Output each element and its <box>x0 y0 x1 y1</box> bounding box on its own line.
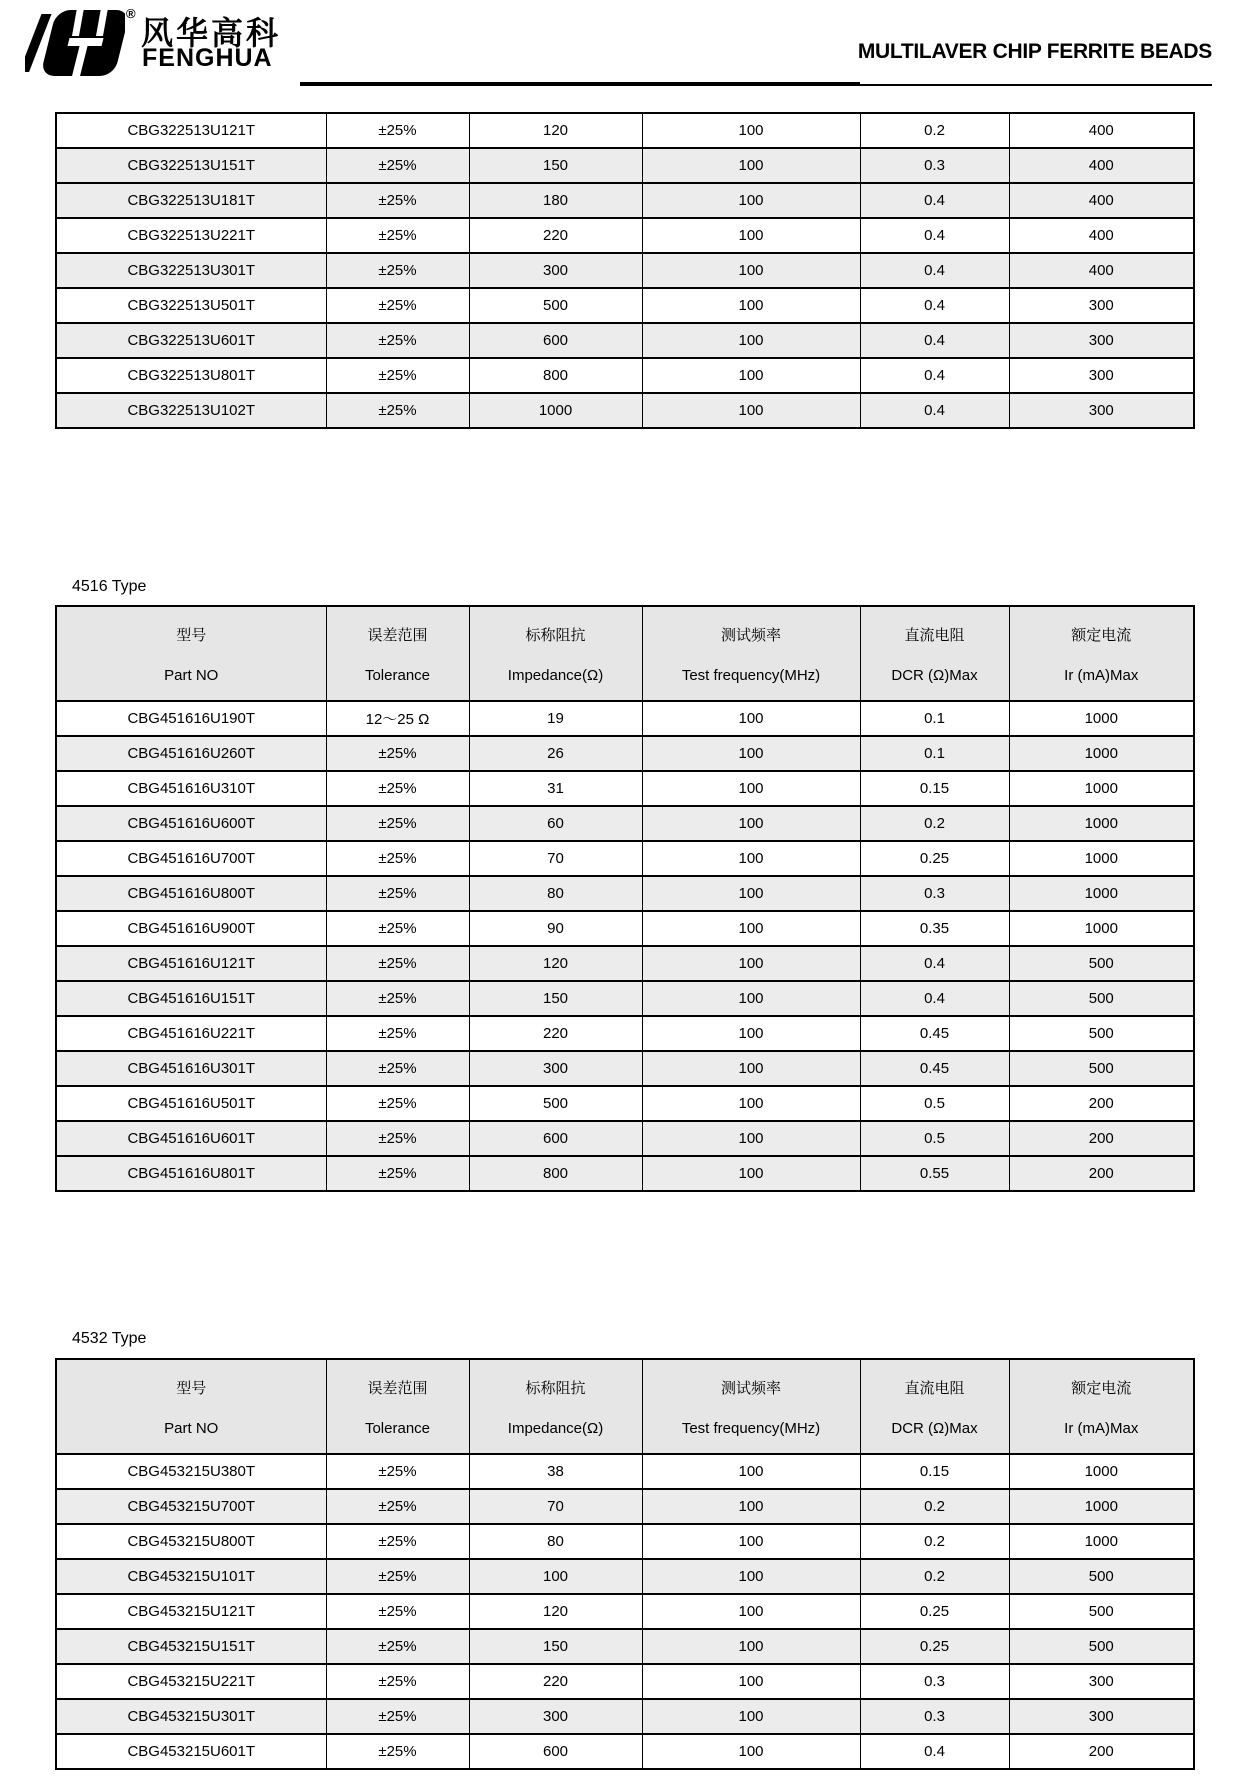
part-no-cell: CBG451616U801T <box>56 1156 326 1191</box>
test-frequency-cell: 100 <box>642 1086 860 1121</box>
column-header-en: Impedance(Ω) <box>507 666 604 684</box>
test-frequency-cell: 100 <box>642 1454 860 1489</box>
table-row <box>56 1664 1194 1699</box>
tolerance-cell: ±25% <box>326 1454 469 1489</box>
column-header-cn: 测试频率 <box>720 626 781 644</box>
part-no-cell: CBG453215U151T <box>56 1629 326 1664</box>
column-header <box>56 1359 326 1454</box>
table-row <box>56 1734 1194 1769</box>
impedance-cell: 800 <box>469 358 642 393</box>
test-frequency-cell: 100 <box>642 113 860 148</box>
column-header-en: Part NO <box>164 666 219 684</box>
dcr-cell: 0.25 <box>860 841 1009 876</box>
tolerance-cell: ±25% <box>326 876 469 911</box>
rated-current-cell: 1000 <box>1009 1454 1194 1489</box>
dcr-cell: 0.15 <box>860 771 1009 806</box>
rated-current-cell: 300 <box>1009 288 1194 323</box>
column-header-en: DCR (Ω)Max <box>891 1419 978 1437</box>
logo-text-chinese: 风华高科 <box>141 15 282 51</box>
tolerance-cell: ±25% <box>326 946 469 981</box>
rated-current-cell: 1000 <box>1009 876 1194 911</box>
table-row <box>56 358 1194 393</box>
part-no-cell: CBG322513U221T <box>56 218 326 253</box>
column-header-cn: 直流电阻 <box>904 626 965 644</box>
tolerance-cell: ±25% <box>326 1699 469 1734</box>
rated-current-cell: 200 <box>1009 1734 1194 1769</box>
rated-current-cell: 500 <box>1009 946 1194 981</box>
impedance-cell: 1000 <box>469 393 642 428</box>
dcr-cell: 0.2 <box>860 113 1009 148</box>
rated-current-cell: 400 <box>1009 183 1194 218</box>
part-no-cell: CBG451616U600T <box>56 806 326 841</box>
dcr-cell: 0.5 <box>860 1086 1009 1121</box>
tolerance-cell: ±25% <box>326 183 469 218</box>
part-no-cell: CBG451616U900T <box>56 911 326 946</box>
table-row <box>56 1051 1194 1086</box>
tolerance-cell: ±25% <box>326 113 469 148</box>
part-no-cell: CBG453215U121T <box>56 1594 326 1629</box>
tolerance-cell: ±25% <box>326 1594 469 1629</box>
impedance-cell: 300 <box>469 1699 642 1734</box>
test-frequency-cell: 100 <box>642 806 860 841</box>
part-no-cell: CBG451616U501T <box>56 1086 326 1121</box>
column-header-en: Ir (mA)Max <box>1064 666 1139 684</box>
part-no-cell: CBG451616U151T <box>56 981 326 1016</box>
impedance-cell: 38 <box>469 1454 642 1489</box>
part-no-cell: CBG322513U801T <box>56 358 326 393</box>
column-header <box>1009 1359 1194 1454</box>
impedance-cell: 180 <box>469 183 642 218</box>
impedance-cell: 600 <box>469 1734 642 1769</box>
rated-current-cell: 300 <box>1009 358 1194 393</box>
table-row <box>56 288 1194 323</box>
table-row <box>56 323 1194 358</box>
table-row <box>56 806 1194 841</box>
part-no-cell: CBG451616U800T <box>56 876 326 911</box>
dcr-cell: 0.35 <box>860 911 1009 946</box>
test-frequency-cell: 100 <box>642 1016 860 1051</box>
impedance-cell: 150 <box>469 1629 642 1664</box>
tolerance-cell: ±25% <box>326 393 469 428</box>
column-header-cn: 标称阻抗 <box>525 626 586 644</box>
dcr-cell: 0.4 <box>860 183 1009 218</box>
tolerance-cell: 12～25 Ω <box>326 701 469 736</box>
dcr-cell: 0.25 <box>860 1629 1009 1664</box>
dcr-cell: 0.4 <box>860 288 1009 323</box>
dcr-cell: 0.15 <box>860 1454 1009 1489</box>
table-row <box>56 1559 1194 1594</box>
test-frequency-cell: 100 <box>642 393 860 428</box>
impedance-cell: 120 <box>469 1594 642 1629</box>
rated-current-cell: 200 <box>1009 1121 1194 1156</box>
tolerance-cell: ±25% <box>326 1559 469 1594</box>
table-row <box>56 1121 1194 1156</box>
impedance-cell: 120 <box>469 946 642 981</box>
part-no-cell: CBG451616U221T <box>56 1016 326 1051</box>
test-frequency-cell: 100 <box>642 288 860 323</box>
part-no-cell: CBG451616U310T <box>56 771 326 806</box>
rated-current-cell: 500 <box>1009 1594 1194 1629</box>
section-label-4516: 4516 Type <box>72 578 147 595</box>
part-no-cell: CBG453215U800T <box>56 1524 326 1559</box>
column-header <box>326 1359 469 1454</box>
column-header-cn: 直流电阻 <box>904 1379 965 1397</box>
part-no-cell: CBG453215U101T <box>56 1559 326 1594</box>
rated-current-cell: 200 <box>1009 1086 1194 1121</box>
page-title: MULTILAVER CHIP FERRITE BEADS <box>857 40 1212 63</box>
impedance-cell: 800 <box>469 1156 642 1191</box>
impedance-cell: 300 <box>469 1051 642 1086</box>
rated-current-cell: 1000 <box>1009 701 1194 736</box>
part-no-cell: CBG322513U102T <box>56 393 326 428</box>
column-header-en: Impedance(Ω) <box>507 1419 604 1437</box>
part-no-cell: CBG451616U601T <box>56 1121 326 1156</box>
impedance-cell: 120 <box>469 113 642 148</box>
test-frequency-cell: 100 <box>642 148 860 183</box>
test-frequency-cell: 100 <box>642 358 860 393</box>
test-frequency-cell: 100 <box>642 946 860 981</box>
dcr-cell: 0.1 <box>860 736 1009 771</box>
table-4516 <box>55 605 1195 1192</box>
table-4532 <box>55 1358 1195 1770</box>
column-header <box>642 1359 860 1454</box>
impedance-cell: 150 <box>469 981 642 1016</box>
tolerance-cell: ±25% <box>326 771 469 806</box>
dcr-cell: 0.4 <box>860 358 1009 393</box>
rated-current-cell: 300 <box>1009 393 1194 428</box>
test-frequency-cell: 100 <box>642 1559 860 1594</box>
part-no-cell: CBG453215U601T <box>56 1734 326 1769</box>
rated-current-cell: 1000 <box>1009 1524 1194 1559</box>
column-header <box>860 606 1009 701</box>
tolerance-cell: ±25% <box>326 1489 469 1524</box>
dcr-cell: 0.45 <box>860 1051 1009 1086</box>
header-rule-thick <box>300 82 860 86</box>
part-no-cell: CBG451616U301T <box>56 1051 326 1086</box>
test-frequency-cell: 100 <box>642 1489 860 1524</box>
tolerance-cell: ±25% <box>326 1086 469 1121</box>
table-row <box>56 736 1194 771</box>
rated-current-cell: 1000 <box>1009 1489 1194 1524</box>
impedance-cell: 31 <box>469 771 642 806</box>
column-header-en: Ir (mA)Max <box>1064 1419 1139 1437</box>
dcr-cell: 0.55 <box>860 1156 1009 1191</box>
rated-current-cell: 1000 <box>1009 736 1194 771</box>
logo-text-latin: FENGHUA <box>142 44 273 72</box>
rated-current-cell: 300 <box>1009 1699 1194 1734</box>
test-frequency-cell: 100 <box>642 1524 860 1559</box>
table-row <box>56 393 1194 428</box>
dcr-cell: 0.3 <box>860 148 1009 183</box>
impedance-cell: 19 <box>469 701 642 736</box>
impedance-cell: 220 <box>469 218 642 253</box>
dcr-cell: 0.2 <box>860 806 1009 841</box>
rated-current-cell: 1000 <box>1009 806 1194 841</box>
impedance-cell: 600 <box>469 1121 642 1156</box>
registered-mark: ® <box>126 6 136 21</box>
tolerance-cell: ±25% <box>326 736 469 771</box>
table-row <box>56 981 1194 1016</box>
table-row <box>56 113 1194 148</box>
tolerance-cell: ±25% <box>326 911 469 946</box>
column-header <box>469 1359 642 1454</box>
column-header-en: Part NO <box>164 1419 219 1437</box>
dcr-cell: 0.2 <box>860 1524 1009 1559</box>
table-row <box>56 1156 1194 1191</box>
test-frequency-cell: 100 <box>642 1156 860 1191</box>
column-header-cn: 额定电流 <box>1071 1379 1132 1397</box>
impedance-cell: 500 <box>469 1086 642 1121</box>
impedance-cell: 220 <box>469 1664 642 1699</box>
impedance-cell: 80 <box>469 1524 642 1559</box>
tolerance-cell: ±25% <box>326 841 469 876</box>
test-frequency-cell: 100 <box>642 1594 860 1629</box>
test-frequency-cell: 100 <box>642 841 860 876</box>
part-no-cell: CBG322513U301T <box>56 253 326 288</box>
table-row <box>56 876 1194 911</box>
dcr-cell: 0.5 <box>860 1121 1009 1156</box>
part-no-cell: CBG453215U221T <box>56 1664 326 1699</box>
test-frequency-cell: 100 <box>642 1734 860 1769</box>
dcr-cell: 0.4 <box>860 393 1009 428</box>
test-frequency-cell: 100 <box>642 218 860 253</box>
column-header-cn: 额定电流 <box>1071 626 1132 644</box>
dcr-cell: 0.4 <box>860 981 1009 1016</box>
tolerance-cell: ±25% <box>326 288 469 323</box>
table-row <box>56 1699 1194 1734</box>
dcr-cell: 0.4 <box>860 946 1009 981</box>
rated-current-cell: 1000 <box>1009 771 1194 806</box>
rated-current-cell: 500 <box>1009 1051 1194 1086</box>
part-no-cell: CBG451616U700T <box>56 841 326 876</box>
tolerance-cell: ±25% <box>326 148 469 183</box>
tolerance-cell: ±25% <box>326 1734 469 1769</box>
part-no-cell: CBG322513U501T <box>56 288 326 323</box>
dcr-cell: 0.3 <box>860 1699 1009 1734</box>
impedance-cell: 100 <box>469 1559 642 1594</box>
dcr-cell: 0.4 <box>860 323 1009 358</box>
test-frequency-cell: 100 <box>642 323 860 358</box>
tolerance-cell: ±25% <box>326 323 469 358</box>
impedance-cell: 600 <box>469 323 642 358</box>
table-row <box>56 1629 1194 1664</box>
tolerance-cell: ±25% <box>326 1016 469 1051</box>
tolerance-cell: ±25% <box>326 1524 469 1559</box>
impedance-cell: 300 <box>469 253 642 288</box>
section-label-4532: 4532 Type <box>72 1330 147 1347</box>
test-frequency-cell: 100 <box>642 1664 860 1699</box>
test-frequency-cell: 100 <box>642 701 860 736</box>
column-header-cn: 误差范围 <box>367 1379 428 1397</box>
rated-current-cell: 400 <box>1009 253 1194 288</box>
column-header-en: Test frequency(MHz) <box>681 666 821 684</box>
rated-current-cell: 300 <box>1009 323 1194 358</box>
dcr-cell: 0.1 <box>860 701 1009 736</box>
rated-current-cell: 400 <box>1009 218 1194 253</box>
rated-current-cell: 500 <box>1009 981 1194 1016</box>
tolerance-cell: ±25% <box>326 1156 469 1191</box>
rated-current-cell: 500 <box>1009 1559 1194 1594</box>
impedance-cell: 80 <box>469 876 642 911</box>
column-header-en: DCR (Ω)Max <box>891 666 978 684</box>
impedance-cell: 220 <box>469 1016 642 1051</box>
table-row <box>56 771 1194 806</box>
table-row <box>56 701 1194 736</box>
dcr-cell: 0.2 <box>860 1489 1009 1524</box>
table-3225 <box>55 112 1195 429</box>
part-no-cell: CBG451616U121T <box>56 946 326 981</box>
rated-current-cell: 200 <box>1009 1156 1194 1191</box>
part-no-cell: CBG451616U190T <box>56 701 326 736</box>
table-row <box>56 946 1194 981</box>
dcr-cell: 0.4 <box>860 1734 1009 1769</box>
part-no-cell: CBG451616U260T <box>56 736 326 771</box>
table-row <box>56 841 1194 876</box>
dcr-cell: 0.4 <box>860 253 1009 288</box>
impedance-cell: 70 <box>469 841 642 876</box>
table-row <box>56 1489 1194 1524</box>
part-no-cell: CBG322513U151T <box>56 148 326 183</box>
table-row <box>56 1016 1194 1051</box>
dcr-cell: 0.2 <box>860 1559 1009 1594</box>
column-header-en: Tolerance <box>364 666 431 684</box>
dcr-cell: 0.25 <box>860 1594 1009 1629</box>
tolerance-cell: ±25% <box>326 806 469 841</box>
test-frequency-cell: 100 <box>642 736 860 771</box>
test-frequency-cell: 100 <box>642 1699 860 1734</box>
test-frequency-cell: 100 <box>642 911 860 946</box>
column-header <box>860 1359 1009 1454</box>
table-row <box>56 1524 1194 1559</box>
table-row <box>56 1454 1194 1489</box>
column-header-cn: 测试频率 <box>720 1379 781 1397</box>
test-frequency-cell: 100 <box>642 183 860 218</box>
table-row <box>56 1594 1194 1629</box>
rated-current-cell: 500 <box>1009 1016 1194 1051</box>
impedance-cell: 500 <box>469 288 642 323</box>
tolerance-cell: ±25% <box>326 253 469 288</box>
table-row <box>56 218 1194 253</box>
test-frequency-cell: 100 <box>642 253 860 288</box>
part-no-cell: CBG453215U380T <box>56 1454 326 1489</box>
part-no-cell: CBG322513U601T <box>56 323 326 358</box>
impedance-cell: 150 <box>469 148 642 183</box>
tolerance-cell: ±25% <box>326 358 469 393</box>
rated-current-cell: 1000 <box>1009 911 1194 946</box>
test-frequency-cell: 100 <box>642 771 860 806</box>
test-frequency-cell: 100 <box>642 876 860 911</box>
impedance-cell: 70 <box>469 1489 642 1524</box>
column-header-en: Test frequency(MHz) <box>681 1419 821 1437</box>
tolerance-cell: ±25% <box>326 1629 469 1664</box>
column-header <box>326 606 469 701</box>
tolerance-cell: ±25% <box>326 1664 469 1699</box>
table-header-row <box>56 606 1194 701</box>
part-no-cell: CBG453215U301T <box>56 1699 326 1734</box>
rated-current-cell: 300 <box>1009 1664 1194 1699</box>
tolerance-cell: ±25% <box>326 981 469 1016</box>
dcr-cell: 0.3 <box>860 876 1009 911</box>
table-row <box>56 253 1194 288</box>
table-row <box>56 183 1194 218</box>
column-header <box>469 606 642 701</box>
rated-current-cell: 400 <box>1009 148 1194 183</box>
impedance-cell: 26 <box>469 736 642 771</box>
column-header-cn: 误差范围 <box>367 626 428 644</box>
tolerance-cell: ±25% <box>326 1121 469 1156</box>
rated-current-cell: 500 <box>1009 1629 1194 1664</box>
part-no-cell: CBG453215U700T <box>56 1489 326 1524</box>
table-row <box>56 1086 1194 1121</box>
dcr-cell: 0.45 <box>860 1016 1009 1051</box>
column-header-cn: 型号 <box>176 1379 207 1397</box>
impedance-cell: 60 <box>469 806 642 841</box>
tolerance-cell: ±25% <box>326 218 469 253</box>
dcr-cell: 0.4 <box>860 218 1009 253</box>
header-rule-thin <box>860 84 1212 86</box>
dcr-cell: 0.3 <box>860 1664 1009 1699</box>
tolerance-cell: ±25% <box>326 1051 469 1086</box>
part-no-cell: CBG322513U181T <box>56 183 326 218</box>
rated-current-cell: 400 <box>1009 113 1194 148</box>
table-row <box>56 148 1194 183</box>
test-frequency-cell: 100 <box>642 981 860 1016</box>
fenghua-logo-icon <box>25 8 125 83</box>
part-no-cell: CBG322513U121T <box>56 113 326 148</box>
column-header <box>56 606 326 701</box>
column-header-cn: 型号 <box>176 626 207 644</box>
rated-current-cell: 1000 <box>1009 841 1194 876</box>
column-header-en: Tolerance <box>364 1419 431 1437</box>
table-row <box>56 911 1194 946</box>
test-frequency-cell: 100 <box>642 1121 860 1156</box>
column-header <box>642 606 860 701</box>
table-header-row <box>56 1359 1194 1454</box>
impedance-cell: 90 <box>469 911 642 946</box>
column-header <box>1009 606 1194 701</box>
test-frequency-cell: 100 <box>642 1629 860 1664</box>
test-frequency-cell: 100 <box>642 1051 860 1086</box>
column-header-cn: 标称阻抗 <box>525 1379 586 1397</box>
